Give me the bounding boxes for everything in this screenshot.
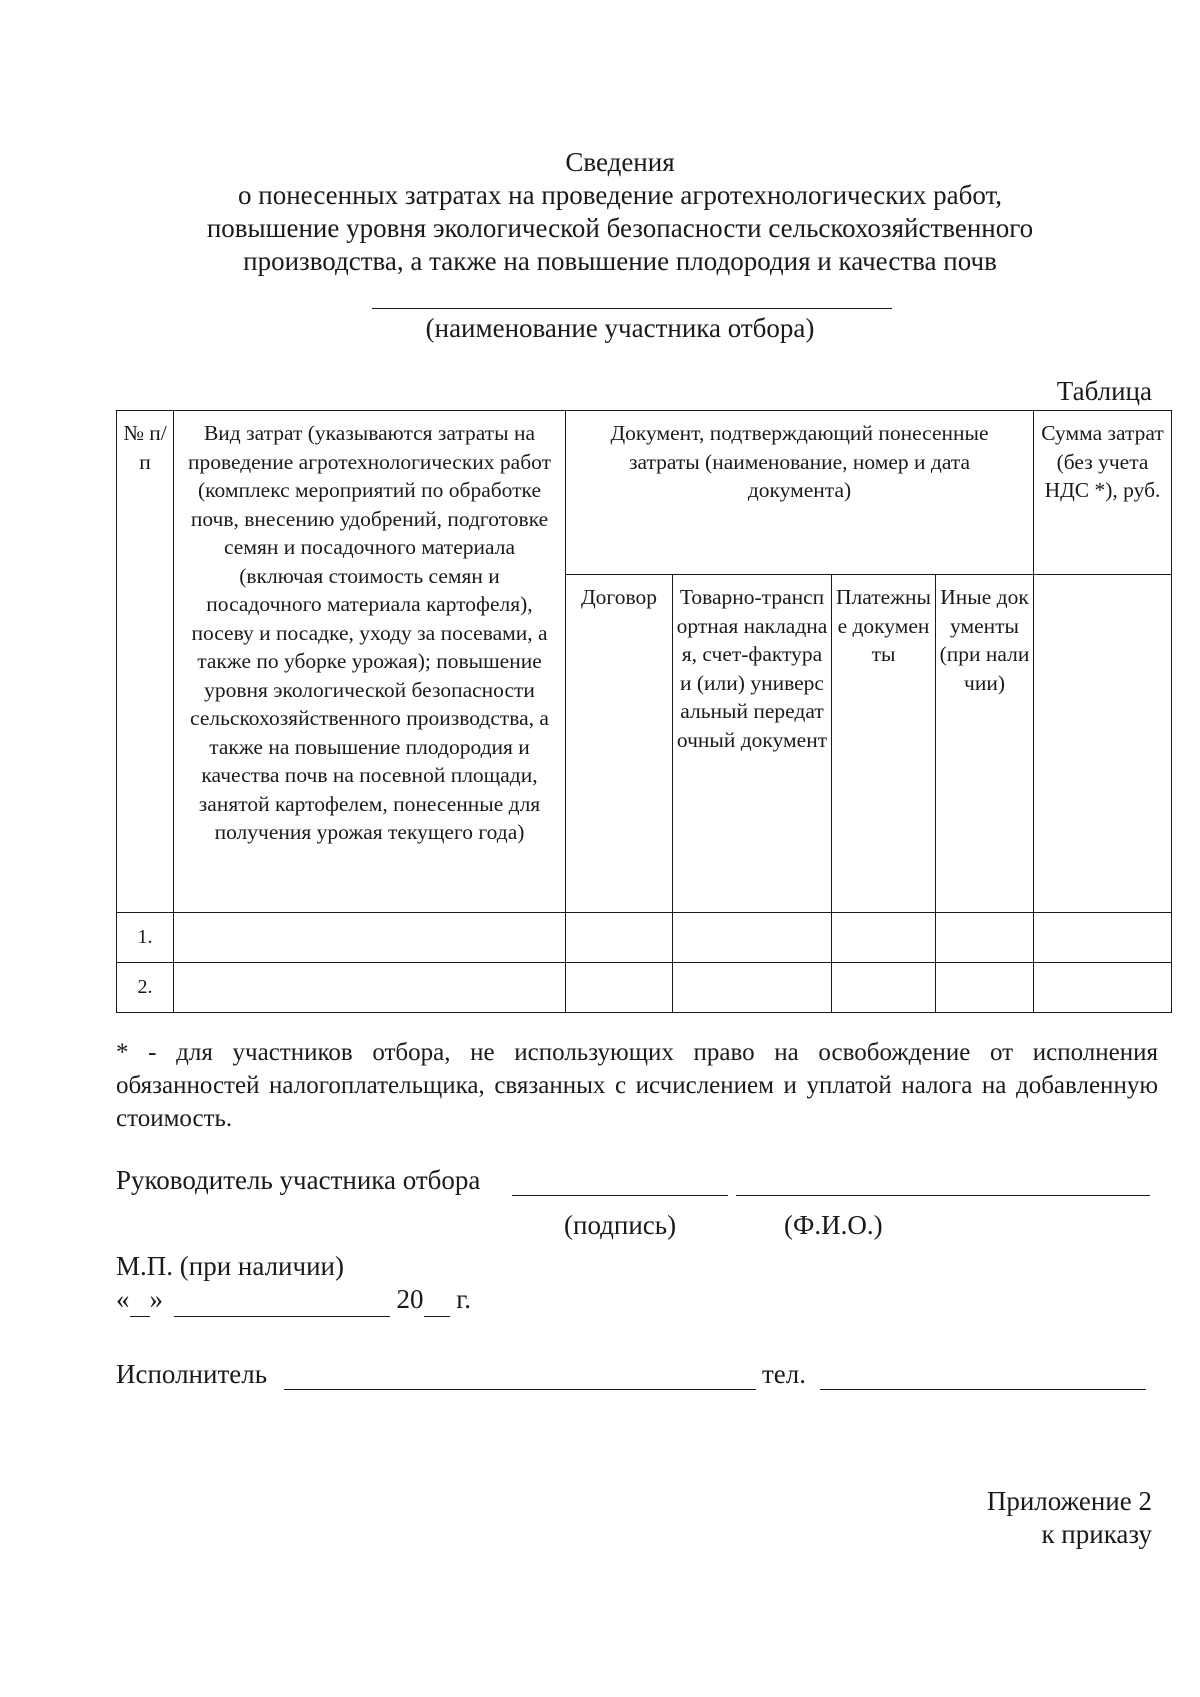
signature-line[interactable]: [512, 1195, 728, 1196]
executor-label: Исполнитель: [116, 1359, 268, 1389]
costs-table: [116, 410, 1172, 1013]
table-row: [117, 913, 1172, 963]
participant-name-line[interactable]: [372, 308, 892, 309]
participant-caption: (наименование участника отбора): [425, 313, 815, 343]
appendix-line-2: к приказу: [1041, 1519, 1152, 1549]
vat-footnote: * - для участников отбора, не использующих право на освобождение от исполнения обязанностей налогоплательщика, связанных с исчислением и уплатой налога на добавленную стоимость.: [116, 1039, 1158, 1132]
cell-payment[interactable]: [832, 913, 936, 963]
cell-sum[interactable]: [1034, 913, 1172, 963]
month-blank[interactable]: [174, 1283, 390, 1317]
year-prefix: 20: [396, 1284, 424, 1314]
cell-contract[interactable]: [566, 963, 673, 1013]
fio-line[interactable]: [736, 1195, 1150, 1196]
cell-waybill[interactable]: [673, 963, 832, 1013]
executor-line[interactable]: [284, 1389, 756, 1390]
subtitle-line-1: о понесенных затратах на проведение агротехнологических работ,: [238, 180, 1002, 210]
subtitle-line-2: повышение уровня экологической безопасности сельскохозяйственного: [206, 213, 1034, 243]
stamp-label: М.П. (при наличии): [116, 1251, 344, 1281]
document-title: [120, 146, 1120, 278]
cell-cost-type[interactable]: [174, 963, 566, 1013]
cell-payment[interactable]: [832, 963, 936, 1013]
cell-sum[interactable]: [1034, 963, 1172, 1013]
cell-other[interactable]: [936, 963, 1034, 1013]
header-document-group: Документ, подтверждающий понесенные затраты (наименование, номер и дата документа): [566, 411, 1034, 575]
year-suffix: г.: [456, 1284, 472, 1314]
table-row: [117, 963, 1172, 1013]
subheader-contract: Договор: [566, 575, 673, 913]
date-close-quote: »: [149, 1284, 163, 1314]
header-sum: Сумма затрат (без учета НДС *), руб.: [1034, 411, 1172, 575]
cell-other[interactable]: [936, 913, 1034, 963]
signature-caption: (подпись): [564, 1210, 677, 1240]
subtitle-line-3: производства, а также на повышение плодородия и качества почв: [243, 246, 997, 276]
date-open-quote: «: [116, 1284, 130, 1314]
year-blank[interactable]: [424, 1283, 450, 1317]
appendix-line-1: Приложение 2: [986, 1486, 1152, 1516]
phone-label: тел.: [762, 1359, 807, 1389]
table-label: Таблица: [1056, 376, 1152, 406]
day-blank[interactable]: [130, 1283, 150, 1317]
phone-line[interactable]: [820, 1389, 1146, 1390]
header-num: № п/п: [117, 411, 174, 913]
head-label: Руководитель участника отбора: [116, 1165, 481, 1195]
subheader-sum-empty: [1034, 575, 1172, 913]
date-line: [116, 1283, 471, 1317]
title-text: Сведения: [565, 147, 675, 177]
subheader-waybill: Товарно-транспортная накладная, счет-фактура и (или) универсальный передаточный документ: [673, 575, 832, 913]
subheader-other: Иные документы (при наличии): [936, 575, 1034, 913]
header-cost-type: Вид затрат (указываются затраты на проведение агротехнологических работ (комплекс мероприятий по обработке почв, внесению удобрений, подготовке семян и посадочного материала (включая стоимость семян и посадочного материала картофеля), посеву и посадке, уходу за посевами, а также по уборке урожая); повышение уровня экологической безопасности сельскохозяйственного производства, а также на повышение плодородия и качества почв на посевной площади, занятой картофелем, понесенные для получения урожая текущего года): [174, 411, 566, 913]
fio-caption: (Ф.И.О.): [784, 1210, 883, 1240]
cell-cost-type[interactable]: [174, 913, 566, 963]
subheader-payment: Платежные документы: [832, 575, 936, 913]
row-number: 1.: [117, 913, 174, 963]
cell-contract[interactable]: [566, 913, 673, 963]
row-number: 2.: [117, 963, 174, 1013]
cell-waybill[interactable]: [673, 913, 832, 963]
